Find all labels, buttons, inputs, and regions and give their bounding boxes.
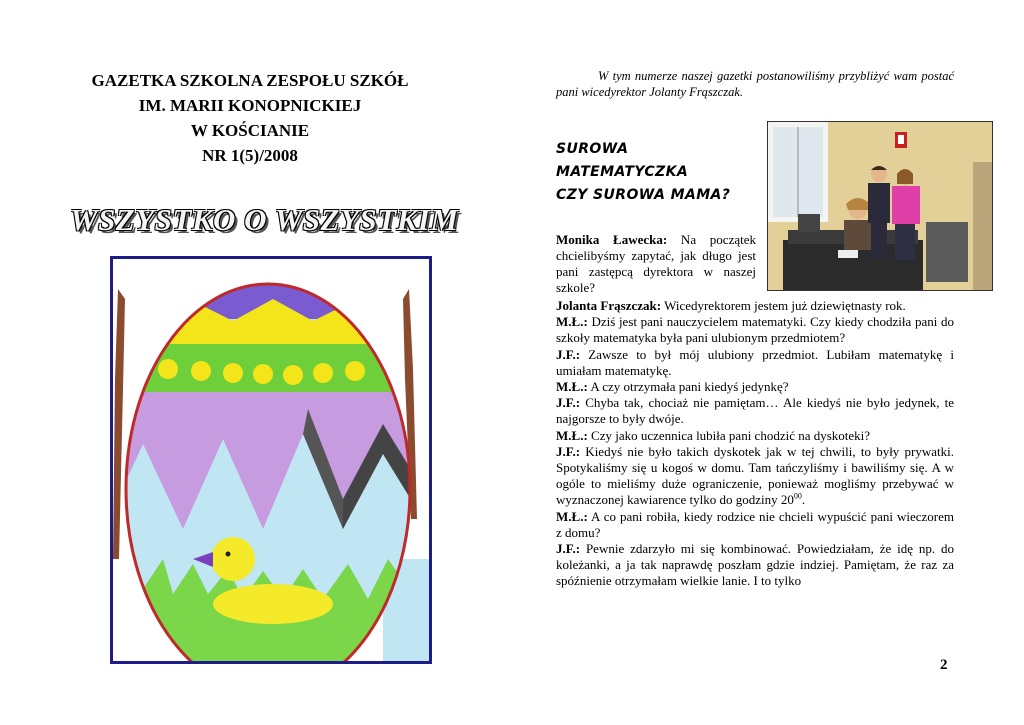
- interview-answer: [556, 347, 954, 379]
- speaker-label: M.Ł.:: [556, 379, 588, 395]
- interview-text: Dziś jest pani nauczycielem matematyki. Czy kiedy chodziła pani do szkoły matematyka była pani ulubionym przedmiotem?: [556, 314, 954, 346]
- interview-question: [556, 379, 954, 395]
- time-superscript: 00: [793, 492, 802, 502]
- interview-question-1: [556, 232, 756, 296]
- interview-text: Zawsze to był mój ulubiony przedmiot. Lubiłam matematykę i umiałam matematykę.: [556, 346, 954, 378]
- article-title-line-3: CZY SUROWA MAMA?: [556, 187, 731, 203]
- interview-opening: [556, 232, 756, 296]
- speaker-label: Monika Ławecka:: [556, 232, 668, 247]
- interview-question: [556, 509, 954, 541]
- interview-answer: [556, 541, 954, 590]
- interview-text: Pewnie zdarzyło mi się kombinować. Powiedziałam, że idę np. do koleżanki, a ja tak naprawdę poszłam gdzie indziej. Pamiętam, że raz za spóźnienie otrzymałam wielkie lanie. I to tylko: [556, 541, 954, 589]
- interview-answer: [556, 444, 954, 509]
- interview-body: [556, 298, 954, 590]
- speaker-label: M.Ł.:: [556, 314, 588, 330]
- masthead-line-3: W KOŚCIANIE: [190, 121, 310, 140]
- speaker-label: Jolanta Frąszczak:: [556, 298, 662, 313]
- masthead-line-1: GAZETKA SZKOLNA ZESPOŁU SZKÓŁ: [91, 71, 409, 90]
- easter-egg-drawing: [110, 256, 432, 664]
- interview-text-end: .: [801, 492, 806, 508]
- interview-question: [556, 314, 954, 346]
- masthead-line-2: IM. MARII KONOPNICKIEJ: [138, 96, 362, 115]
- speaker-label: J.F.:: [556, 443, 581, 459]
- interview-text: Czy jako uczennica lubiła pani chodzić na dyskoteki?: [587, 427, 871, 443]
- speaker-label: J.F.:: [556, 541, 581, 557]
- article-title-line-2: MATEMATYCZKA: [556, 164, 689, 180]
- interview-photo: [767, 121, 993, 291]
- interview-text: Chyba tak, chociaż nie pamiętam… Ale kiedyś nie było jedynek, te najgorsze to były dwóje.: [556, 395, 954, 427]
- interview-text: Wicedyrektorem jestem już dziewiętnasty rok.: [661, 298, 906, 313]
- intro-paragraph: W tym numerze naszej gazetki postanowiliśmy przybliżyć wam postać pani wicedyrektor Jolanty Frąszczak.: [556, 69, 954, 99]
- page-number: 2: [940, 657, 948, 673]
- interview-answer: [556, 298, 954, 314]
- speaker-label: M.Ł.:: [556, 508, 588, 524]
- speaker-label: M.Ł.:: [556, 427, 588, 443]
- interview-text: Kiedyś nie było takich dyskotek jak w tej chwili, to były prywatki. Spotykaliśmy się u kogoś w domu. Tam tańczyliśmy i bawiliśmy się. A w ogóle to mieliśmy duże ograniczenie, ponieważ mogliśmy przebywać w wyznaczonej kawiarence tylko do godziny 20: [556, 443, 954, 508]
- interview-text: A co pani robiła, kiedy rodzice nie chcieli wypuścić pani wieczorem z domu?: [556, 508, 954, 540]
- interview-answer: [556, 395, 954, 427]
- masthead: [60, 68, 440, 168]
- section-headline: WSZYSTKO O WSZYSTKIM: [70, 202, 459, 237]
- interview-text: A czy otrzymała pani kiedyś jedynkę?: [587, 379, 789, 395]
- article-title: [556, 138, 730, 207]
- speaker-label: J.F.:: [556, 395, 581, 411]
- speaker-label: J.F.:: [556, 346, 581, 362]
- article-title-line-1: SUROWA: [556, 141, 629, 157]
- masthead-issue: NR 1(5)/2008: [202, 146, 298, 165]
- interview-question: [556, 428, 954, 444]
- interview-text: Na początek chcielibyśmy zapytać, jak długo jest pani zastępcą dyrektora w naszej szkole?: [556, 232, 756, 295]
